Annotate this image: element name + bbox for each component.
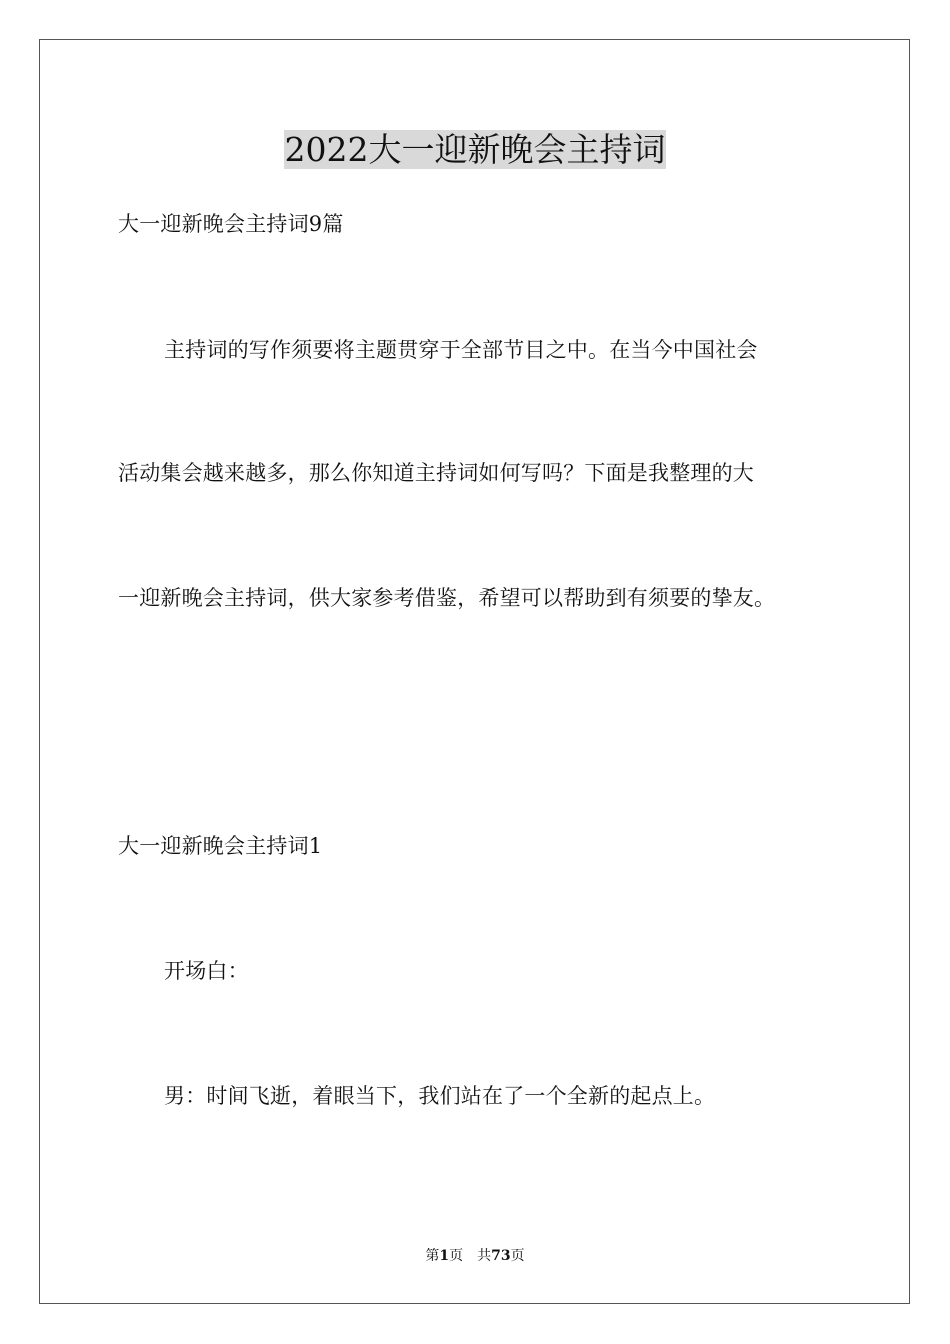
footer-total-pages: 73 [491,1248,511,1264]
document-title-text: 2022大一迎新晚会主持词 [284,130,666,169]
footer-page-prefix: 第 [425,1248,440,1264]
paragraph-line-3: 一迎新晚会主持词，供大家参考借鉴，希望可以帮助到有须要的挚友。 [118,586,776,610]
opening-label: 开场白： [164,959,249,983]
paragraph-line-1: 主持词的写作须要将主题贯穿于全部节目之中。在当今中国社会 [164,338,758,362]
footer-total-suffix: 页 [510,1248,525,1264]
page-footer [0,1247,950,1265]
document-title [0,128,950,172]
document-subtitle: 大一迎新晚会主持词9篇 [118,212,344,236]
opening-line: 男：时间飞逝，着眼当下，我们站在了一个全新的起点上。 [164,1084,716,1108]
section-heading: 大一迎新晚会主持词1 [118,834,323,858]
paragraph-line-2: 活动集会越来越多，那么你知道主持词如何写吗？下面是我整理的大 [118,461,754,485]
footer-page-number: 1 [439,1248,450,1264]
footer-total-prefix: 共 [477,1248,492,1264]
footer-page-suffix: 页 [449,1248,464,1264]
